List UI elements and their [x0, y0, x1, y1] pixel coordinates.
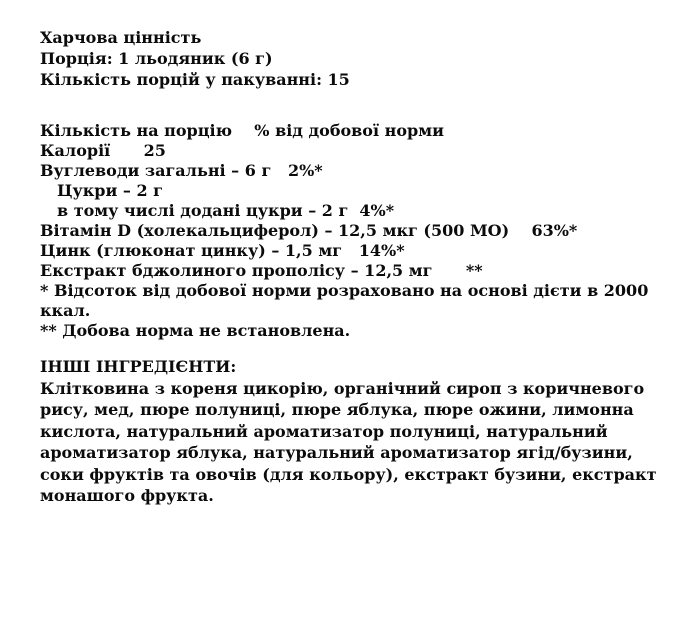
total-carbs-row: Вуглеводи загальні – 6 г 2%* — [40, 161, 323, 180]
serving-size: Порція: 1 льодяник (6 г) — [40, 49, 273, 68]
amount-per-serving-header: Кількість на порцію % від добової норми — [40, 121, 444, 140]
footnote-not-established: ** Добова норма не встановлена. — [40, 321, 351, 340]
other-ingredients-text: Клітковина з кореня цикорію, органічний сироп з коричневого рису, мед, пюре полуниці, пюре яблука, пюре ожини, лимонна кислота, натуральний ароматизатор полуниці, натуральний ароматизатор яблука, натуральний ароматизатор ягід/бузини, соки фруктів та овочів (для кольору), екстракт бузини, екстракт монашого фрукта. — [40, 378, 663, 505]
nutrition-header-section — [40, 27, 666, 90]
other-ingredients-section — [40, 356, 666, 507]
sugars-row: Цукри – 2 г — [57, 181, 163, 200]
other-ingredients-heading: ІНШІ ІНГРЕДІЄНТИ: — [40, 357, 237, 376]
servings-per-container: Кількість порцій у пакуванні: 15 — [40, 70, 350, 89]
vitamin-d-row: Вітамін D (холекальциферол) – 12,5 мкг (500 МО) 63%* — [40, 221, 578, 240]
nutrition-facts-section — [40, 121, 666, 341]
added-sugars-row: в тому числі додані цукри – 2 г 4%* — [57, 201, 395, 220]
propolis-extract-row: Екстракт бджолиного прополісу – 12,5 мг ** — [40, 261, 483, 280]
nutrition-title: Харчова цінність — [40, 28, 202, 47]
calories-row: Калорії 25 — [40, 141, 166, 160]
footnote-daily-value-basis: * Відсоток від добової норми розраховано на основі дієти в 2000 ккал. — [40, 281, 654, 320]
zinc-row: Цинк (глюконат цинку) – 1,5 мг 14%* — [40, 241, 405, 260]
